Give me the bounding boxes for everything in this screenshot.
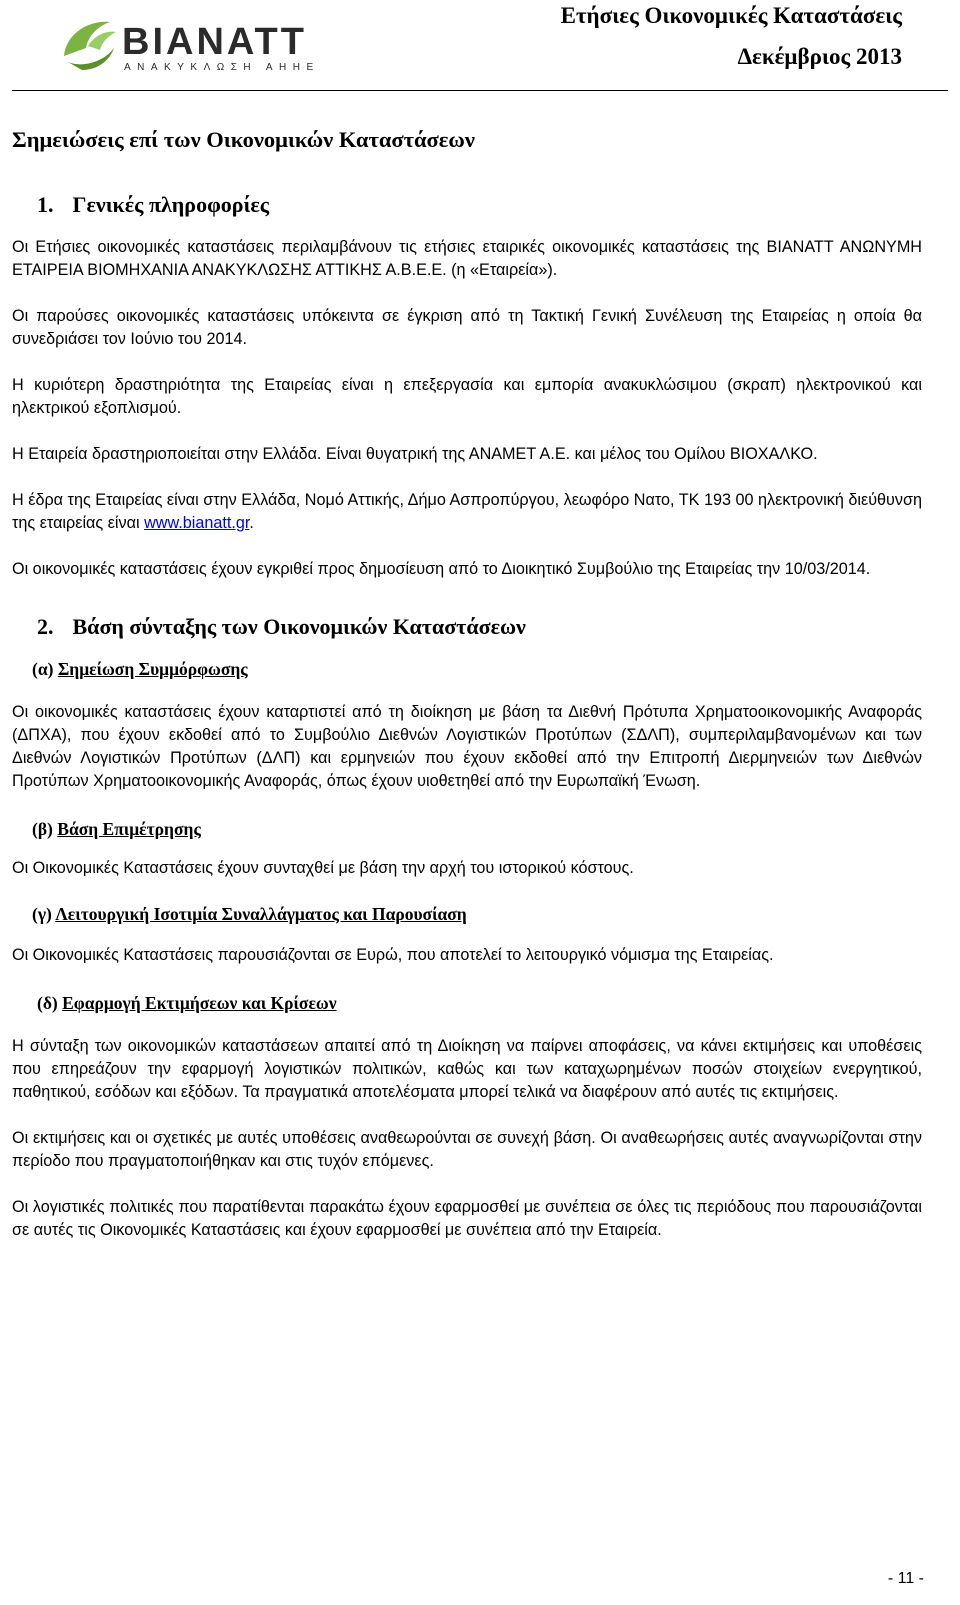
subsection-label: (δ) bbox=[37, 993, 58, 1013]
paragraph: Οι εκτιμήσεις και οι σχετικές με αυτές υποθέσεις αναθεωρούνται σε συνεχή βάση. Οι αναθεωρήσεις αυτές αναγνωρίζονται στην περίοδο που πραγματοποιήθηκαν και στις τυχόν επόμενες. bbox=[12, 1129, 922, 1170]
paragraph: Οι Οικονομικές Καταστάσεις παρουσιάζονται σε Ευρώ, που αποτελεί το λειτουργικό νόμισμα της Εταιρείας. bbox=[12, 946, 774, 964]
paragraph: Η κυριότερη δραστηριότητα της Εταιρείας είναι η επεξεργασία και εμπορία ανακυκλώσιμου (σκραπ) ηλεκτρονικού και ηλεκτρικού εξοπλισμού. bbox=[12, 376, 922, 417]
paragraph: Οι Οικονομικές Καταστάσεις έχουν συνταχθεί με βάση την αρχή του ιστορικού κόστους. bbox=[12, 859, 634, 877]
section-title: Βάση σύνταξης των Οικονομικών Καταστάσεων bbox=[72, 614, 526, 639]
address-text: Η έδρα της Εταιρείας είναι στην Ελλάδα, Νομό Αττικής, Δήμο Ασπροπύργου, λεωφόρο Νατο, ΤΚ 193 00 ηλεκτρονική διεύθυνση της εταιρείας είναι bbox=[12, 491, 922, 532]
section-number: 2. bbox=[37, 614, 54, 639]
header-divider bbox=[12, 90, 948, 91]
page-number: - 11 - bbox=[887, 1570, 924, 1587]
address-end: . bbox=[249, 514, 254, 532]
section-1-heading bbox=[37, 191, 922, 219]
header-info bbox=[561, 0, 902, 71]
logo-wordmark: BIANATT bbox=[122, 21, 307, 63]
subsection-label: (α) bbox=[32, 659, 54, 679]
subsection-title: Σημείωση Συμμόρφωσης bbox=[57, 659, 248, 679]
subsection-heading bbox=[32, 817, 922, 841]
paragraph: Η Εταιρεία δραστηριοποιείται στην Ελλάδα. Είναι θυγατρική της ΑΝΑΜΕΤ Α.Ε. και μέλος του Ομίλου ΒΙΟΧΑΛΚΟ. bbox=[12, 445, 818, 463]
subsection-title: Λειτουργική Ισοτιμία Συναλλάγματος και Παρουσίαση bbox=[55, 904, 467, 924]
subsection-title: Βάση Επιμέτρησης bbox=[57, 819, 201, 839]
paragraph: Οι Ετήσιες οικονομικές καταστάσεις περιλαμβάνουν τις ετήσιες εταιρικές οικονομικές καταστάσεις της ΒΙΑΝΑΤΤ ΑΝΩΝΥΜΗ ΕΤΑΙΡΕΙΑ ΒΙΟΜΗΧΑΝΙΑ ΑΝΑΚΥΚΛΩΣΗΣ ΑΤΤΙΚΗΣ Α.Β.Ε.Ε. (η «Εταιρεία»). bbox=[12, 238, 922, 279]
subsection-heading bbox=[32, 657, 922, 681]
paragraph: Οι λογιστικές πολιτικές που παρατίθενται παρακάτω έχουν εφαρμοσθεί με συνέπεια σε όλες τις περιόδους που παρουσιάζονται σε αυτές τις Οικονομικές Καταστάσεις και έχουν εφαρμοσθεί με συνέπεια από την Εταιρεία. bbox=[12, 1198, 922, 1239]
subsection-label: (β) bbox=[32, 819, 53, 839]
page-title: Σημειώσεις επί των Οικονομικών Καταστάσεων bbox=[12, 127, 475, 152]
paragraph: Οι οικονομικές καταστάσεις έχουν εγκριθεί προς δημοσίευση από το Διοικητικό Συμβούλιο της Εταιρείας την 10/03/2014. bbox=[12, 560, 871, 578]
subsection-heading bbox=[32, 902, 922, 926]
document-title: Ετήσιες Οικονομικές Καταστάσεις bbox=[560, 3, 902, 28]
bianatt-logo bbox=[58, 12, 408, 74]
subsection-title: Εφαρμογή Εκτιμήσεων και Κρίσεων bbox=[62, 993, 337, 1013]
subsection-label: (γ) bbox=[32, 904, 52, 924]
section-number: 1. bbox=[37, 192, 54, 217]
document-body bbox=[12, 125, 922, 1242]
paragraph: Οι παρούσες οικονομικές καταστάσεις υπόκειντα σε έγκριση από τη Τακτική Γενική Συνέλευση της Εταιρείας η οποία θα συνεδριάσει τον Ιούνιο του 2014. bbox=[12, 307, 922, 348]
paragraph: Η σύνταξη των οικονομικών καταστάσεων απαιτεί από τη Διοίκηση να παίρνει αποφάσεις, να κάνει εκτιμήσεις και υποθέσεις που επηρεάζουν την εφαρμογή λογιστικών πολιτικών, καθώς και των καταχωρημένων ποσών στοιχείων ενεργητικού, παθητικού, εσόδων και εξόδων. Τα πραγματικά αποτελέσματα μπορεί τελικά να διαφέρουν από αυτές τις εκτιμήσεις. bbox=[12, 1037, 922, 1101]
address-paragraph bbox=[12, 489, 922, 535]
logo-tagline: ΑΝΑΚΥΚΛΩΣΗ ΑΗΗΕ bbox=[124, 62, 320, 73]
paragraph: Οι οικονομικές καταστάσεις έχουν καταρτιστεί από τη διοίκηση με βάση τα Διεθνή Πρότυπα Χρηματοοικονομικής Αναφοράς (ΔΠΧΑ), που έχουν εκδοθεί από το Συμβούλιο Διεθνών Λογιστικών Προτύπων (ΣΔΛΠ), συμπεριλαμβανομένων και των Διεθνών Λογιστικών Προτύπων (ΔΛΠ) και ερμηνειών που έχουν εκδοθεί από την Επιτροπή Διερμηνειών των Διεθνών Προτύπων Χρηματοοικονομικής Αναφοράς, όπως έχουν υιοθετηθεί από την Ευρωπαϊκή Ένωση. bbox=[12, 703, 922, 790]
section-title: Γενικές πληροφορίες bbox=[72, 192, 270, 217]
subsection-heading bbox=[37, 991, 922, 1015]
website-link[interactable]: www.bianatt.gr bbox=[144, 514, 250, 532]
report-period: Δεκέμβριος 2013 bbox=[737, 44, 902, 69]
section-2-heading bbox=[37, 613, 922, 641]
